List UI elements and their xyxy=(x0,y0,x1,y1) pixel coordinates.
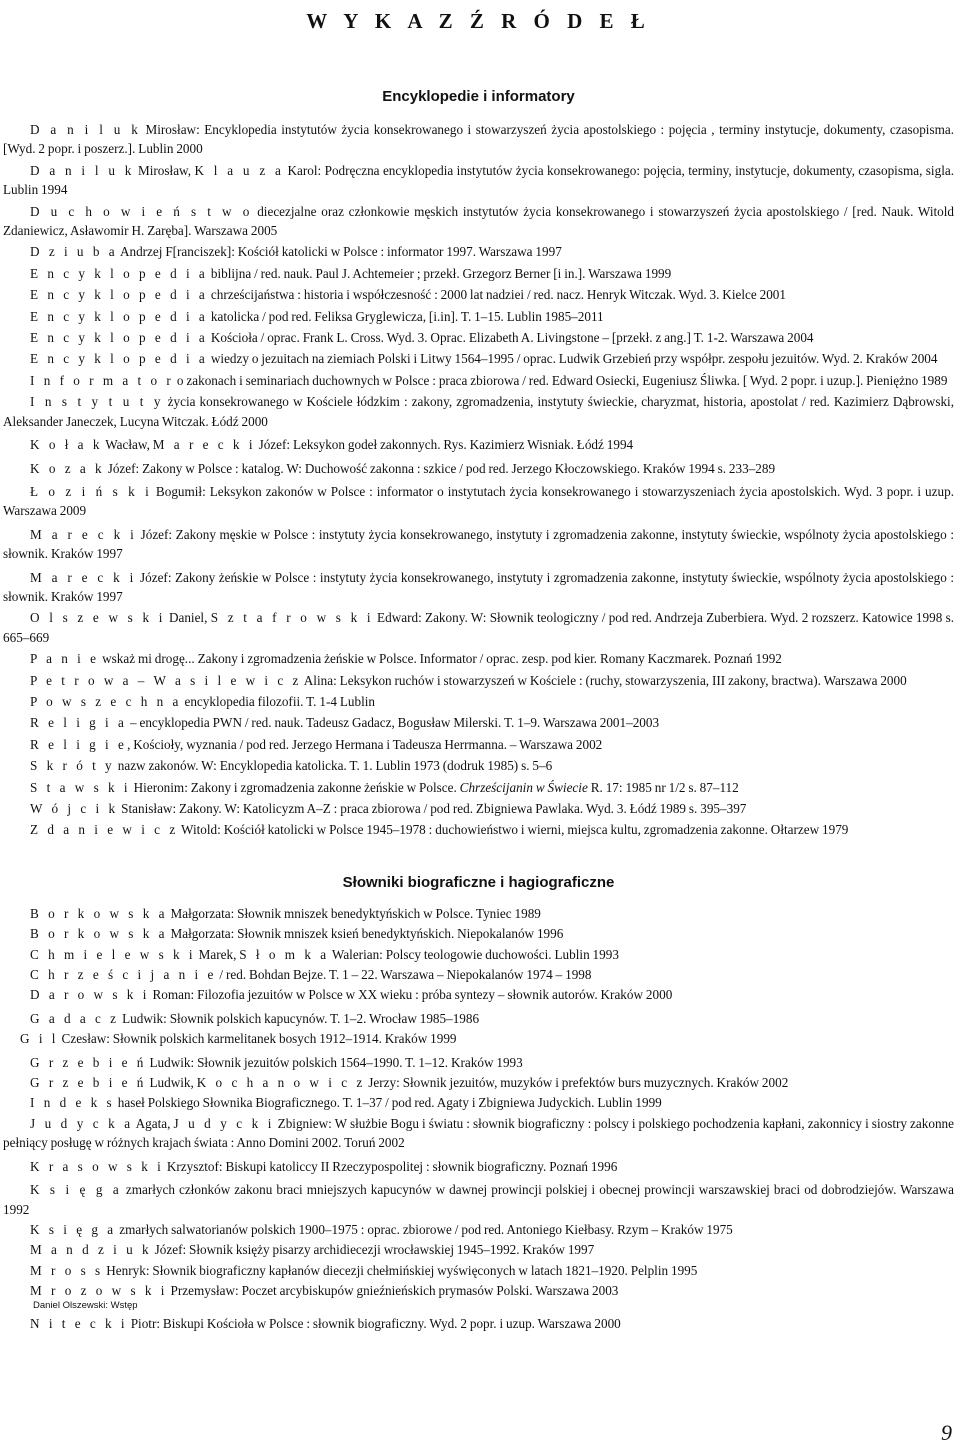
entry-author: M r o z o w s k i xyxy=(30,1283,168,1299)
entry-text: Ludwik: Słownik polskich kapucynów. T. 1–2. Wrocław 1985–1986 xyxy=(119,1010,480,1026)
entry-author: B o r k o w s k a xyxy=(30,926,168,942)
entry-text: Stanisław: Zakony. W: Katolicyzm A–Z : praca zbiorowa / pod red. Zbigniewa Pawlaka. Wyd. 3. Łódź 1989 s. 395–397 xyxy=(118,801,747,816)
entry-author: M r o s s xyxy=(30,1262,104,1278)
entry-author: E n c y k l o p e d i a xyxy=(30,308,208,324)
entry-text: Mirosław, xyxy=(134,162,195,178)
entry-text: encyklopedia filozofii. T. 1-4 Lublin xyxy=(181,693,376,709)
bibliography-entry xyxy=(3,756,954,775)
entry-text: haseł Polskiego Słownika Biograficznego. T. 1–37 / pod red. Agaty i Zbigniewa Judyckich. Lublin 1999 xyxy=(114,1095,662,1111)
entry-text: Mirosław: Encyklopedia instytutów życia konsekrowanego i stowarzyszeń życia apostolskiego : pojęcia , terminy instytucje, dokumenty, czasopisma. [Wyd. 2 popr. i poszerz.]. Lublin 2000 xyxy=(3,122,954,157)
entry-coauthor: K o c h a n o w i c z xyxy=(196,1075,366,1091)
bibliography-entry xyxy=(3,1314,954,1333)
entry-author: I n s t y t u t y xyxy=(30,394,164,410)
bibliography-entry xyxy=(3,965,954,984)
entry-text: Józef: Zakony w Polsce : katalog. W: Duchowość zakonna : szkice / pod red. Jerzego Kłoczowskiego. Kraków 1994 s. 233–289 xyxy=(104,460,776,476)
bibliography-entry xyxy=(3,307,954,326)
entry-author: E n c y k l o p e d i a xyxy=(30,265,208,281)
entry-text: Witold: Kościół katolicki w Polsce 1945–1978 : duchowieństwo i wierni, miejsca kultu, zgromadzenia zakonne. Ołtarzew 1979 xyxy=(178,822,849,838)
entry-author: Ł o z i ń s k i xyxy=(30,483,152,499)
bibliography-entry xyxy=(3,1261,954,1280)
bibliography-entry xyxy=(3,904,954,923)
bibliography-entry xyxy=(3,264,954,283)
entry-author: D a r o w s k i xyxy=(30,987,150,1003)
entry-coauthor: K l a u z a xyxy=(194,162,285,178)
entry-text-continued: Zbigniew: W służbie Bogu i światu : słownik biograficzny : polscy i polskiego pochodzenia kapłani, zakonnicy i siostry zakonne pełniący posługę w różnych krajach świata : Anno Domini 2002. Toruń 2002 xyxy=(3,1115,954,1151)
entry-author: I n d e k s xyxy=(30,1095,115,1111)
entry-text: Andrzej F[ranciszek]: Kościół katolicki w Polsce : informator 1997. Warszawa 1997 xyxy=(117,244,562,260)
entry-author: W ó j c i k xyxy=(30,801,119,816)
entry-text-continued: Karol: Podręczna encyklopedia instytutów życia konsekrowanego: pojęcia, terminy, instytucje, dokumenty, czasopisma, sigla. Lublin 1994 xyxy=(3,162,955,198)
document-title: W Y K A Z Ź R Ó D E Ł xyxy=(306,9,651,33)
entry-coauthor: M a r e c k i xyxy=(152,437,256,453)
entry-author: E n c y k l o p e d i a xyxy=(30,287,208,303)
entry-text: Roman: Filozofia jezuitów w Polsce w XX wieku : próba syntezy – słownik autorów. Kraków 2000 xyxy=(149,987,673,1003)
bibliography-entry xyxy=(3,1009,954,1028)
entry-author: D z i u b a xyxy=(30,244,118,260)
entry-author: C h m i e l e w s k i xyxy=(30,946,196,962)
entry-author: E n c y k l o p e d i a xyxy=(30,330,208,346)
entry-text: Józef: Zakony męskie w Polsce : instytuty życia konsekrowanego, instytuty i zgromadzenia zakonne, instytuty świeckie, wspólnoty życia apostolskiego : słownik. Kraków 1997 xyxy=(3,526,954,562)
entry-text-continued: Edward: Zakony. W: Słownik teologiczny / pod red. Andrzeja Zuberbiera. Wyd. 2 rozszerz. Katowice 1998 s. 665–669 xyxy=(3,610,955,645)
bibliography-entry xyxy=(3,1093,954,1112)
section-heading-encyclopedias: Encyklopedie i informatory xyxy=(382,88,575,105)
entry-text-continued: Jerzy: Słownik jezuitów, muzyków i prefektów burs muzycznych. Kraków 2002 xyxy=(365,1075,789,1091)
entry-author: R e l i g i a xyxy=(30,715,128,731)
page-number: 9 xyxy=(941,1420,952,1445)
bibliography-entry xyxy=(3,924,954,943)
entry-text: Marek, xyxy=(195,946,240,962)
entry-author: K o ł a k xyxy=(30,437,103,453)
bibliography-entry xyxy=(3,568,954,607)
entry-text: Ludwik: Słownik jezuitów polskich 1564–1990. T. 1–12. Kraków 1993 xyxy=(146,1054,523,1070)
entry-text: Małgorzata: Słownik mniszek benedyktyńskich w Polsce. Tyniec 1989 xyxy=(167,905,541,921)
entry-text: Bogumił: Leksykon zakonów w Polsce : informator o instytutach życia konsekrowanego i stowarzyszeniach życia apostolskich. Wyd. 3 popr. i uzup. Warszawa 2009 xyxy=(3,483,954,519)
entry-author: P e t r o w a – W a s i l e w i c z xyxy=(30,672,302,688)
entry-text: życia konsekrowanego w Kościele łódzkim : zakony, zgromadzenia, instytuty świeckie, charyzmat, historia, apostolat / red. Kazimierz Dąbrowski, Aleksander Janeczek, Lucyna Witczak. Łódź 2000 xyxy=(3,394,955,429)
entry-author: N i t e c k i xyxy=(30,1315,128,1331)
entry-coauthor: S ł o m k a xyxy=(239,946,330,962)
entry-text: biblijna / red. nauk. Paul J. Achtemeier ; przekł. Grzegorz Berner [i in.]. Warszawa 1999 xyxy=(207,265,672,281)
entry-author: M a r e c k i xyxy=(30,526,138,542)
bibliography-entry xyxy=(3,349,954,368)
entry-author: P o w s z e c h n a xyxy=(30,693,182,709)
entry-text: zmarłych członków zakonu braci mniejszych kapucynów w dawnej prowincji polskiej i obecnej prowincji warszawskiej braci od dobrodziejów. Warszawa 1992 xyxy=(3,1182,954,1217)
entry-author: G r z e b i e ń xyxy=(30,1075,147,1091)
bibliography-entry xyxy=(3,161,954,200)
bibliography-entry xyxy=(3,1180,954,1219)
bibliography-entry xyxy=(3,778,954,797)
entry-text: zmarłych salwatorianów polskich 1900–1975 : oprac. zbiorowe / pod red. Antoniego Kiełbasy. Rzym – Kraków 1975 xyxy=(116,1221,733,1237)
bibliography-entry xyxy=(3,820,954,839)
entry-text: wskaż mi drogę... Zakony i zgromadzenia żeńskie w Polsce. Informator / oprac. zesp. pod kier. Romany Kaczmarek. Poznań 1992 xyxy=(99,651,782,667)
bibliography-entry xyxy=(3,459,954,478)
bibliography-entry xyxy=(3,525,954,564)
entry-author: I n f o r m a t o r xyxy=(30,372,174,388)
bibliography-entry xyxy=(3,608,954,647)
bibliography-entry xyxy=(3,649,954,668)
entry-text: , Kościoły, wyznania / pod red. Jerzego Hermana i Tadeusza Herrmanna. – Warszawa 2002 xyxy=(127,736,603,752)
entry-text: wiedzy o jezuitach na ziemiach Polski i Litwy 1564–1995 / oprac. Ludwik Grzebień przy współpr. zespołu jezuitów. Wyd. 2. Kraków 2004 xyxy=(207,351,938,367)
entry-author: M a r e c k i xyxy=(30,569,137,585)
entry-text: Daniel, xyxy=(165,610,211,626)
entries-list-encyclopedias xyxy=(3,120,954,840)
bibliography-entry xyxy=(3,1157,954,1176)
entry-author: K r a s o w s k i xyxy=(30,1158,164,1174)
entry-text: Krzysztof: Biskupi katoliccy II Rzeczypospolitej : słownik biograficzny. Poznań 1996 xyxy=(163,1158,618,1174)
entry-author: D a n i l u k xyxy=(30,122,142,137)
entry-text: Henryk: Słownik biograficzny kapłanów diecezji chełmińskiej wyświęconych w latach 1821–1920. Pelplin 1995 xyxy=(103,1262,698,1278)
entry-author: B o r k o w s k a xyxy=(30,905,168,921)
bibliography-entry xyxy=(3,1114,954,1153)
bibliography-entry xyxy=(3,328,954,347)
entry-author: O l s z e w s k i xyxy=(30,610,166,626)
entry-author: S k r ó t y xyxy=(30,758,115,774)
entry-text: diecezjalne oraz członkowie męskich instytutów życia konsekrowanego i stowarzyszeń życia apostolskiego / [red. Nauk. Witold Zdaniewicz, Asławomir H. Zaręba]. Warszawa 2005 xyxy=(3,203,954,239)
bibliography-entry xyxy=(3,1029,954,1048)
bibliography-entry xyxy=(3,1073,954,1092)
section-heading-dictionaries: Słowniki biograficzne i hagiograficzne xyxy=(342,873,615,891)
entry-coauthor: S z t a f r o w s k i xyxy=(210,610,374,626)
entry-author: P a n i e xyxy=(30,651,100,667)
entry-text: Hieronim: Zakony i zgromadzenia zakonne żeńskie w Polsce. xyxy=(130,779,460,795)
bibliography-entry xyxy=(3,1220,954,1239)
entry-text: Wacław, xyxy=(102,437,153,453)
bibliography-entry xyxy=(3,285,954,304)
bibliography-entry xyxy=(3,985,954,1004)
entry-text: Przemysław: Poczet arcybiskupów gnieźnieńskich prymasów Polski. Warszawa 2003 xyxy=(167,1283,619,1299)
bibliography-entry xyxy=(3,120,954,159)
entry-author: E n c y k l o p e d i a xyxy=(30,351,208,367)
entry-author: K s i ę g a xyxy=(30,1182,122,1198)
entry-text: Czesław: Słownik polskich karmelitanek bosych 1912–1914. Kraków 1999 xyxy=(58,1031,457,1047)
entry-author: G a d a c z xyxy=(30,1010,120,1026)
bibliography-entry xyxy=(3,713,954,732)
entry-text: / red. Bohdan Bejze. T. 1 – 22. Warszawa – Niepokalanów 1974 – 1998 xyxy=(216,967,592,983)
entry-text: Agata, xyxy=(133,1115,174,1131)
bibliography-entry xyxy=(3,371,954,390)
entry-text: Józef: Zakony żeńskie w Polsce : instytuty życia konsekrowanego, instytuty i zgromadzenia zakonne, instytuty świeckie, wspólnoty życia apostolskiego : słownik. Kraków 1997 xyxy=(3,569,954,604)
entry-coauthor: J u d y c k i xyxy=(173,1115,275,1131)
page-footer-note: Daniel Olszewski: Wstęp xyxy=(33,1299,138,1311)
entry-author: S t a w s k i xyxy=(30,779,131,795)
entry-author: K o z a k xyxy=(30,460,105,476)
entry-text: Małgorzata: Słownik mniszek ksień benedyktyńskich. Niepokalanów 1996 xyxy=(167,926,564,942)
entry-author: G i l xyxy=(20,1031,59,1047)
bibliography-entry xyxy=(3,1240,954,1259)
entry-text: Kościoła / oprac. Frank L. Cross. Wyd. 3. Oprac. Elizabeth A. Livingstone – [przekł. z ang.] T. 1-2. Warszawa 2004 xyxy=(207,330,814,346)
entry-text: Ludwik, xyxy=(146,1075,197,1091)
bibliography-entry xyxy=(3,392,954,431)
bibliography-entry xyxy=(3,735,954,754)
entry-text-continued: R. 17: 1985 nr 1/2 s. 87–112 xyxy=(587,779,739,795)
bibliography-entry xyxy=(3,242,954,261)
entry-text: Alina: Leksykon ruchów i stowarzyszeń w Kościele : (ruchy, stowarzyszenia, III zakony, bractwa). Warszawa 2000 xyxy=(301,672,907,688)
entry-author: K s i ę g a xyxy=(30,1221,117,1237)
bibliography-entry xyxy=(3,799,954,818)
bibliography-entry xyxy=(3,202,954,241)
bibliography-entry xyxy=(3,435,954,454)
bibliography-entry xyxy=(3,671,954,690)
entry-author: G r z e b i e ń xyxy=(30,1054,147,1070)
entry-author: C h r z e ś c i j a n i e xyxy=(30,967,217,983)
entry-text: katolicka / pod red. Feliksa Gryglewicza, [i.in]. T. 1–15. Lublin 1985–2011 xyxy=(207,308,604,324)
entry-author: M a n d z i u k xyxy=(30,1242,152,1258)
entry-author: D a n i l u k xyxy=(30,162,135,178)
entry-journal-title: Chrześcijanin w Świecie xyxy=(459,779,588,795)
entries-list-dictionaries xyxy=(3,904,954,1333)
entry-text: – encyklopedia PWN / red. nauk. Tadeusz Gadacz, Bogusław Milerski. T. 1–9. Warszawa 2001–2003 xyxy=(127,715,660,731)
entry-author: D u c h o w i e ń s t w o xyxy=(30,203,253,219)
entry-text: chrześcijaństwa : historia i współczesność : 2000 lat nadziei / red. nacz. Henryk Witczak. Wyd. 3. Kielce 2001 xyxy=(207,287,786,303)
bibliography-entry xyxy=(3,692,954,711)
bibliography-entry xyxy=(3,945,954,964)
entry-text: nazw zakonów. W: Encyklopedia katolicka. T. 1. Lublin 1973 (dodruk 1985) s. 5–6 xyxy=(114,758,553,774)
entry-text-continued: Józef: Leksykon godeł zakonnych. Rys. Kazimierz Wisniak. Łódź 1994 xyxy=(255,437,634,453)
entry-author: Z d a n i e w i c z xyxy=(30,822,179,838)
bibliography-entry xyxy=(3,482,954,521)
bibliography-entry xyxy=(3,1053,954,1072)
bibliography-entry xyxy=(3,1281,954,1300)
entry-text: o zakonach i seminariach duchownych w Polsce : praca zbiorowa / red. Edward Osiecki, Eugeniusz Śliwka. [ Wyd. 2 popr. i uzup.]. Pieniężno 1989 xyxy=(174,372,948,388)
entry-author: R e l i g i e xyxy=(30,736,128,752)
entry-author: J u d y c k a xyxy=(30,1115,134,1131)
entry-text: Józef: Słownik księży pisarzy archidiecezji wrocławskiej 1945–1992. Kraków 1997 xyxy=(151,1242,595,1258)
entry-text-continued: Walerian: Polscy teologowie duchowości. Lublin 1993 xyxy=(329,946,619,962)
entry-text: Piotr: Biskupi Kościoła w Polsce : słownik biograficzny. Wyd. 2 popr. i uzup. Warszawa 2000 xyxy=(127,1315,621,1331)
